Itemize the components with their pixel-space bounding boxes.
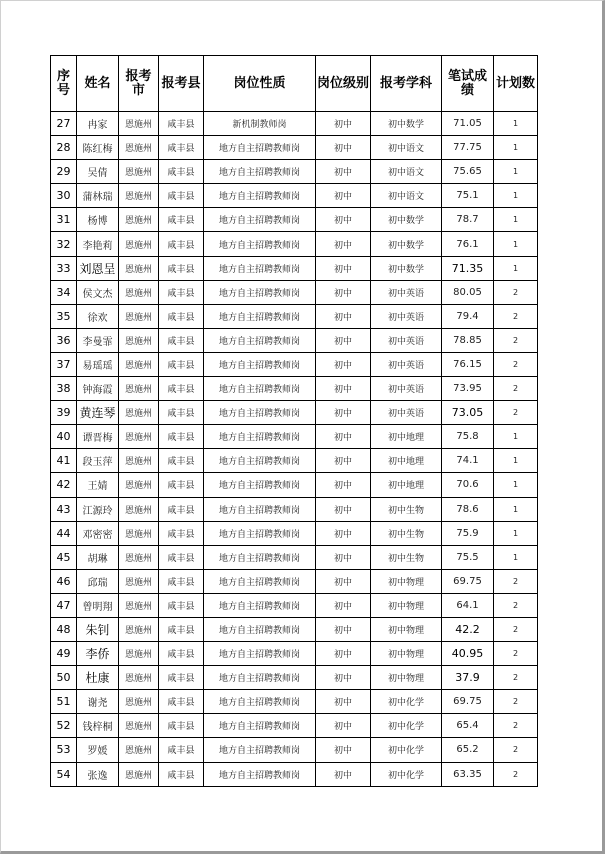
cell-post-level: 初中 — [316, 352, 371, 376]
cell-post-level: 初中 — [316, 328, 371, 352]
cell-post-type: 地方自主招聘教师岗 — [204, 593, 316, 617]
cell-name: 钟海霞 — [77, 377, 119, 401]
cell-city: 恩施州 — [119, 208, 159, 232]
table-row — [51, 521, 538, 545]
cell-name: 罗媛 — [77, 738, 119, 762]
cell-post-type: 地方自主招聘教师岗 — [204, 617, 316, 641]
table-row — [51, 352, 538, 376]
table-row — [51, 497, 538, 521]
cell-name: 曾明翔 — [77, 593, 119, 617]
cell-city: 恩施州 — [119, 521, 159, 545]
cell-score: 65.4 — [442, 714, 494, 738]
cell-post-type: 地方自主招聘教师岗 — [204, 473, 316, 497]
cell-county: 咸丰县 — [159, 738, 204, 762]
cell-post-type: 地方自主招聘教师岗 — [204, 762, 316, 786]
cell-no: 52 — [51, 714, 77, 738]
cell-score: 75.9 — [442, 521, 494, 545]
cell-post-level: 初中 — [316, 377, 371, 401]
cell-plan: 1 — [494, 184, 538, 208]
cell-post-level: 初中 — [316, 473, 371, 497]
cell-no: 37 — [51, 352, 77, 376]
table-row — [51, 304, 538, 328]
cell-county: 咸丰县 — [159, 449, 204, 473]
cell-no: 32 — [51, 232, 77, 256]
cell-score: 71.05 — [442, 112, 494, 136]
cell-city: 恩施州 — [119, 569, 159, 593]
cell-post-level: 初中 — [316, 136, 371, 160]
cell-county: 咸丰县 — [159, 256, 204, 280]
cell-county: 咸丰县 — [159, 184, 204, 208]
cell-plan: 1 — [494, 232, 538, 256]
cell-post-type: 地方自主招聘教师岗 — [204, 136, 316, 160]
cell-county: 咸丰县 — [159, 497, 204, 521]
cell-subject: 初中数学 — [371, 256, 442, 280]
cell-no: 30 — [51, 184, 77, 208]
cell-post-level: 初中 — [316, 545, 371, 569]
cell-post-type: 地方自主招聘教师岗 — [204, 184, 316, 208]
cell-post-type: 地方自主招聘教师岗 — [204, 714, 316, 738]
cell-post-type: 地方自主招聘教师岗 — [204, 232, 316, 256]
cell-no: 47 — [51, 593, 77, 617]
cell-county: 咸丰县 — [159, 160, 204, 184]
cell-county: 咸丰县 — [159, 690, 204, 714]
cell-county: 咸丰县 — [159, 473, 204, 497]
cell-plan: 2 — [494, 642, 538, 666]
cell-subject: 初中语文 — [371, 184, 442, 208]
cell-county: 咸丰县 — [159, 545, 204, 569]
cell-subject: 初中物理 — [371, 617, 442, 641]
table-row — [51, 256, 538, 280]
cell-no: 40 — [51, 425, 77, 449]
cell-post-type: 地方自主招聘教师岗 — [204, 280, 316, 304]
cell-subject: 初中英语 — [371, 280, 442, 304]
cell-county: 咸丰县 — [159, 328, 204, 352]
cell-post-type: 地方自主招聘教师岗 — [204, 304, 316, 328]
cell-city: 恩施州 — [119, 593, 159, 617]
cell-no: 45 — [51, 545, 77, 569]
cell-city: 恩施州 — [119, 160, 159, 184]
cell-city: 恩施州 — [119, 304, 159, 328]
score-table — [50, 55, 538, 787]
cell-score: 71.35 — [442, 256, 494, 280]
cell-name: 谭晋梅 — [77, 425, 119, 449]
cell-post-level: 初中 — [316, 184, 371, 208]
cell-county: 咸丰县 — [159, 569, 204, 593]
cell-plan: 2 — [494, 738, 538, 762]
cell-post-level: 初中 — [316, 449, 371, 473]
cell-subject: 初中数学 — [371, 112, 442, 136]
cell-subject: 初中地理 — [371, 425, 442, 449]
cell-subject: 初中物理 — [371, 642, 442, 666]
cell-post-type: 地方自主招聘教师岗 — [204, 401, 316, 425]
cell-county: 咸丰县 — [159, 642, 204, 666]
header-name: 姓名 — [77, 56, 119, 112]
cell-score: 79.4 — [442, 304, 494, 328]
header-subject: 报考学科 — [371, 56, 442, 112]
cell-score: 73.95 — [442, 377, 494, 401]
cell-name: 易瑶瑶 — [77, 352, 119, 376]
cell-no: 28 — [51, 136, 77, 160]
cell-subject: 初中地理 — [371, 473, 442, 497]
cell-county: 咸丰县 — [159, 208, 204, 232]
cell-plan: 2 — [494, 304, 538, 328]
cell-no: 31 — [51, 208, 77, 232]
cell-post-level: 初中 — [316, 738, 371, 762]
cell-score: 75.1 — [442, 184, 494, 208]
cell-city: 恩施州 — [119, 473, 159, 497]
cell-county: 咸丰县 — [159, 304, 204, 328]
cell-score: 75.5 — [442, 545, 494, 569]
cell-score: 74.1 — [442, 449, 494, 473]
table-row — [51, 208, 538, 232]
cell-subject: 初中化学 — [371, 690, 442, 714]
cell-city: 恩施州 — [119, 545, 159, 569]
cell-plan: 1 — [494, 473, 538, 497]
cell-subject: 初中生物 — [371, 521, 442, 545]
table-row — [51, 160, 538, 184]
cell-post-level: 初中 — [316, 714, 371, 738]
cell-city: 恩施州 — [119, 738, 159, 762]
cell-post-type: 地方自主招聘教师岗 — [204, 666, 316, 690]
cell-name: 冉家 — [77, 112, 119, 136]
cell-county: 咸丰县 — [159, 280, 204, 304]
table-row — [51, 738, 538, 762]
cell-post-type: 地方自主招聘教师岗 — [204, 738, 316, 762]
cell-subject: 初中物理 — [371, 593, 442, 617]
cell-name: 刘恩呈 — [77, 256, 119, 280]
table-row — [51, 136, 538, 160]
cell-city: 恩施州 — [119, 136, 159, 160]
cell-plan: 1 — [494, 425, 538, 449]
cell-name: 谢尧 — [77, 690, 119, 714]
cell-plan: 2 — [494, 617, 538, 641]
table-row — [51, 401, 538, 425]
cell-post-level: 初中 — [316, 208, 371, 232]
cell-score: 76.15 — [442, 352, 494, 376]
cell-no: 38 — [51, 377, 77, 401]
cell-no: 42 — [51, 473, 77, 497]
cell-score: 76.1 — [442, 232, 494, 256]
cell-post-level: 初中 — [316, 401, 371, 425]
header-post-level: 岗位级别 — [316, 56, 371, 112]
cell-plan: 2 — [494, 666, 538, 690]
cell-plan: 1 — [494, 136, 538, 160]
cell-post-level: 初中 — [316, 304, 371, 328]
cell-county: 咸丰县 — [159, 617, 204, 641]
cell-post-level: 初中 — [316, 425, 371, 449]
cell-post-type: 地方自主招聘教师岗 — [204, 690, 316, 714]
cell-subject: 初中英语 — [371, 328, 442, 352]
cell-no: 51 — [51, 690, 77, 714]
cell-name: 陈红梅 — [77, 136, 119, 160]
cell-city: 恩施州 — [119, 377, 159, 401]
cell-city: 恩施州 — [119, 690, 159, 714]
cell-no: 33 — [51, 256, 77, 280]
cell-plan: 1 — [494, 545, 538, 569]
cell-subject: 初中生物 — [371, 497, 442, 521]
cell-subject: 初中物理 — [371, 666, 442, 690]
cell-name: 李侨 — [77, 642, 119, 666]
cell-post-type: 地方自主招聘教师岗 — [204, 497, 316, 521]
cell-post-type: 地方自主招聘教师岗 — [204, 545, 316, 569]
cell-plan: 2 — [494, 377, 538, 401]
cell-post-level: 初中 — [316, 569, 371, 593]
cell-post-level: 初中 — [316, 160, 371, 184]
cell-subject: 初中英语 — [371, 304, 442, 328]
cell-plan: 1 — [494, 160, 538, 184]
cell-post-level: 初中 — [316, 617, 371, 641]
table-row — [51, 666, 538, 690]
cell-no: 36 — [51, 328, 77, 352]
table-row — [51, 280, 538, 304]
cell-post-level: 初中 — [316, 642, 371, 666]
cell-name: 钱梓桐 — [77, 714, 119, 738]
cell-no: 53 — [51, 738, 77, 762]
cell-plan: 1 — [494, 521, 538, 545]
header-score: 笔试成绩 — [442, 56, 494, 112]
table-row — [51, 425, 538, 449]
cell-no: 49 — [51, 642, 77, 666]
cell-county: 咸丰县 — [159, 762, 204, 786]
cell-post-level: 初中 — [316, 256, 371, 280]
header-row — [51, 56, 538, 112]
cell-name: 吴倩 — [77, 160, 119, 184]
cell-score: 40.95 — [442, 642, 494, 666]
header-post-type: 岗位性质 — [204, 56, 316, 112]
table-row — [51, 449, 538, 473]
cell-city: 恩施州 — [119, 762, 159, 786]
table-row — [51, 642, 538, 666]
header-plan: 计划数 — [494, 56, 538, 112]
cell-county: 咸丰县 — [159, 714, 204, 738]
cell-post-type: 地方自主招聘教师岗 — [204, 208, 316, 232]
cell-no: 46 — [51, 569, 77, 593]
cell-plan: 2 — [494, 352, 538, 376]
cell-no: 48 — [51, 617, 77, 641]
cell-city: 恩施州 — [119, 714, 159, 738]
cell-plan: 1 — [494, 208, 538, 232]
cell-post-type: 地方自主招聘教师岗 — [204, 377, 316, 401]
cell-subject: 初中英语 — [371, 401, 442, 425]
cell-subject: 初中语文 — [371, 160, 442, 184]
cell-subject: 初中化学 — [371, 738, 442, 762]
cell-city: 恩施州 — [119, 449, 159, 473]
cell-plan: 2 — [494, 569, 538, 593]
cell-name: 胡琳 — [77, 545, 119, 569]
cell-no: 27 — [51, 112, 77, 136]
cell-no: 39 — [51, 401, 77, 425]
cell-county: 咸丰县 — [159, 136, 204, 160]
cell-county: 咸丰县 — [159, 593, 204, 617]
table-row — [51, 328, 538, 352]
cell-name: 蒲林瑞 — [77, 184, 119, 208]
cell-no: 44 — [51, 521, 77, 545]
cell-plan: 2 — [494, 401, 538, 425]
cell-post-type: 地方自主招聘教师岗 — [204, 352, 316, 376]
cell-subject: 初中数学 — [371, 232, 442, 256]
cell-city: 恩施州 — [119, 617, 159, 641]
cell-plan: 1 — [494, 497, 538, 521]
cell-score: 37.9 — [442, 666, 494, 690]
cell-name: 段玉萍 — [77, 449, 119, 473]
cell-county: 咸丰县 — [159, 666, 204, 690]
cell-post-type: 地方自主招聘教师岗 — [204, 328, 316, 352]
cell-city: 恩施州 — [119, 497, 159, 521]
cell-city: 恩施州 — [119, 401, 159, 425]
table-row — [51, 690, 538, 714]
cell-post-type: 地方自主招聘教师岗 — [204, 521, 316, 545]
cell-name: 李艳莉 — [77, 232, 119, 256]
cell-score: 69.75 — [442, 690, 494, 714]
cell-score: 78.6 — [442, 497, 494, 521]
cell-score: 73.05 — [442, 401, 494, 425]
cell-no: 54 — [51, 762, 77, 786]
cell-score: 69.75 — [442, 569, 494, 593]
cell-name: 朱钊 — [77, 617, 119, 641]
table-row — [51, 545, 538, 569]
cell-post-level: 初中 — [316, 666, 371, 690]
cell-plan: 2 — [494, 762, 538, 786]
cell-post-level: 初中 — [316, 690, 371, 714]
cell-county: 咸丰县 — [159, 521, 204, 545]
cell-score: 42.2 — [442, 617, 494, 641]
cell-city: 恩施州 — [119, 280, 159, 304]
cell-post-level: 初中 — [316, 521, 371, 545]
cell-post-type: 地方自主招聘教师岗 — [204, 449, 316, 473]
cell-city: 恩施州 — [119, 328, 159, 352]
cell-post-level: 初中 — [316, 232, 371, 256]
cell-subject: 初中数学 — [371, 208, 442, 232]
cell-plan: 1 — [494, 112, 538, 136]
cell-city: 恩施州 — [119, 256, 159, 280]
cell-no: 34 — [51, 280, 77, 304]
table-header — [51, 56, 538, 112]
cell-subject: 初中英语 — [371, 377, 442, 401]
cell-city: 恩施州 — [119, 666, 159, 690]
table-row — [51, 714, 538, 738]
cell-plan: 2 — [494, 328, 538, 352]
cell-post-type: 地方自主招聘教师岗 — [204, 256, 316, 280]
cell-no: 41 — [51, 449, 77, 473]
cell-name: 杜康 — [77, 666, 119, 690]
cell-score: 65.2 — [442, 738, 494, 762]
cell-county: 咸丰县 — [159, 352, 204, 376]
cell-city: 恩施州 — [119, 425, 159, 449]
cell-no: 43 — [51, 497, 77, 521]
cell-subject: 初中物理 — [371, 569, 442, 593]
cell-plan: 2 — [494, 690, 538, 714]
header-county: 报考县 — [159, 56, 204, 112]
cell-city: 恩施州 — [119, 642, 159, 666]
cell-name: 杨博 — [77, 208, 119, 232]
cell-post-level: 初中 — [316, 593, 371, 617]
table-row — [51, 377, 538, 401]
cell-county: 咸丰县 — [159, 377, 204, 401]
cell-county: 咸丰县 — [159, 425, 204, 449]
cell-city: 恩施州 — [119, 232, 159, 256]
cell-city: 恩施州 — [119, 112, 159, 136]
cell-score: 78.85 — [442, 328, 494, 352]
cell-no: 35 — [51, 304, 77, 328]
cell-post-type: 新机制教师岗 — [204, 112, 316, 136]
table-row — [51, 473, 538, 497]
cell-city: 恩施州 — [119, 184, 159, 208]
cell-score: 80.05 — [442, 280, 494, 304]
table-row — [51, 112, 538, 136]
cell-score: 70.6 — [442, 473, 494, 497]
header-no: 序号 — [51, 56, 77, 112]
cell-post-type: 地方自主招聘教师岗 — [204, 569, 316, 593]
cell-name: 侯文杰 — [77, 280, 119, 304]
cell-score: 77.75 — [442, 136, 494, 160]
cell-subject: 初中地理 — [371, 449, 442, 473]
cell-plan: 2 — [494, 593, 538, 617]
cell-county: 咸丰县 — [159, 112, 204, 136]
table-row — [51, 762, 538, 786]
cell-name: 李曼霏 — [77, 328, 119, 352]
table-row — [51, 232, 538, 256]
cell-county: 咸丰县 — [159, 232, 204, 256]
cell-subject: 初中化学 — [371, 762, 442, 786]
table-row — [51, 184, 538, 208]
cell-name: 黄连琴 — [77, 401, 119, 425]
cell-county: 咸丰县 — [159, 401, 204, 425]
table-row — [51, 617, 538, 641]
cell-subject: 初中化学 — [371, 714, 442, 738]
cell-plan: 2 — [494, 714, 538, 738]
cell-name: 张逸 — [77, 762, 119, 786]
cell-score: 63.35 — [442, 762, 494, 786]
cell-score: 64.1 — [442, 593, 494, 617]
header-city: 报考市 — [119, 56, 159, 112]
table-row — [51, 569, 538, 593]
cell-score: 75.65 — [442, 160, 494, 184]
cell-post-type: 地方自主招聘教师岗 — [204, 160, 316, 184]
cell-score: 78.7 — [442, 208, 494, 232]
cell-name: 邱瑞 — [77, 569, 119, 593]
cell-city: 恩施州 — [119, 352, 159, 376]
cell-post-level: 初中 — [316, 762, 371, 786]
cell-plan: 1 — [494, 256, 538, 280]
cell-post-type: 地方自主招聘教师岗 — [204, 642, 316, 666]
cell-no: 29 — [51, 160, 77, 184]
cell-subject: 初中生物 — [371, 545, 442, 569]
cell-name: 江源玲 — [77, 497, 119, 521]
cell-plan: 1 — [494, 449, 538, 473]
cell-name: 徐欢 — [77, 304, 119, 328]
cell-score: 75.8 — [442, 425, 494, 449]
cell-name: 王婧 — [77, 473, 119, 497]
cell-plan: 2 — [494, 280, 538, 304]
cell-post-level: 初中 — [316, 280, 371, 304]
cell-name: 邓密密 — [77, 521, 119, 545]
cell-no: 50 — [51, 666, 77, 690]
cell-post-level: 初中 — [316, 112, 371, 136]
cell-subject: 初中英语 — [371, 352, 442, 376]
cell-post-level: 初中 — [316, 497, 371, 521]
cell-subject: 初中语文 — [371, 136, 442, 160]
table-row — [51, 593, 538, 617]
table-body — [51, 112, 538, 787]
cell-post-type: 地方自主招聘教师岗 — [204, 425, 316, 449]
